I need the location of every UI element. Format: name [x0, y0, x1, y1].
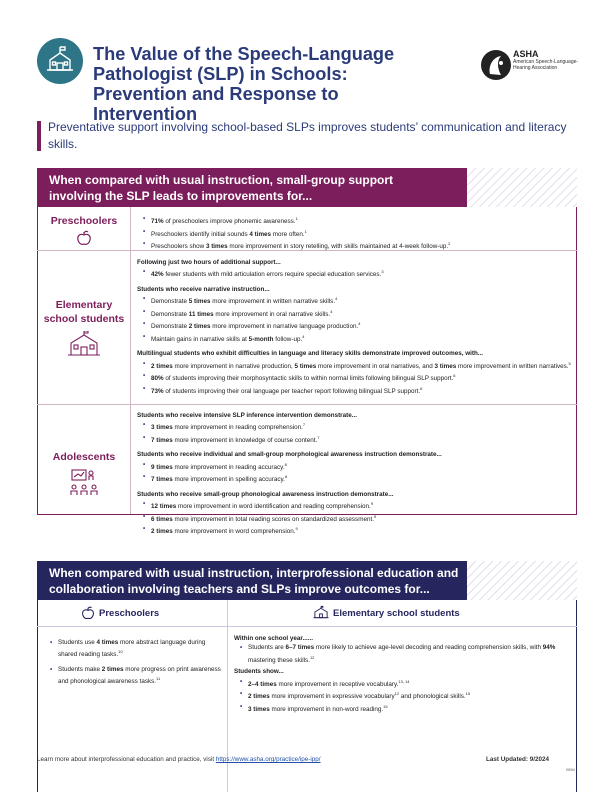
- list-item: • 9 times more improvement in reading accuracy.$^8$: [137, 460, 572, 473]
- preschool-list: [137, 214, 572, 252]
- column-divider: [227, 600, 228, 792]
- section1-title: When compared with usual instruction, small-group support involving the SLP leads to improvements for...: [49, 173, 394, 203]
- list-item: • 2–4 times more improvement in receptive vocabulary.$^{13, 14}$: [234, 677, 570, 690]
- list-item: • 2 times more improvement in word comprehension.$^9$: [137, 524, 572, 537]
- page-title: The Value of the Speech-Language Pathologist (SLP) in Schools: Prevention and Response to Intervention: [93, 44, 395, 124]
- list-item: • 6 times more improvement in total reading scores on standardized assessment.$^9$: [137, 512, 572, 525]
- list-item: • Students make 2 times more progress on print awareness and phonological awareness tasks.$^{11}$: [44, 665, 222, 687]
- list-item: • Maintain gains in narrative skills at 5-month follow-up.$^4$: [137, 332, 572, 345]
- group-lead: Students who receive small-group phonological awareness instruction demonstrate...: [137, 490, 394, 498]
- footer-text: Learn more about interprofessional education and practice, visit https://www.asha.org/practice/ipe-ipp/: [37, 756, 321, 763]
- group-lead: Students show...: [234, 668, 284, 676]
- column-divider: [130, 207, 131, 514]
- intro-accent-bar: [37, 121, 41, 151]
- list-item: • Preschoolers show 3 times more improvement in story retelling, with skills maintained at 4-week follow-up.$^2$: [137, 239, 572, 252]
- section2-preschool-list: [44, 638, 222, 687]
- footer-link[interactable]: https://www.asha.org/practice/ipe-ipp/: [215, 756, 321, 763]
- list-item: • Demonstrate 5 times more improvement in written narrative skills.$^4$: [137, 294, 572, 307]
- section1-hatch: [467, 168, 577, 207]
- section2-title: When compared with usual instruction, interprofessional education and collaboration involving teachers and SLPs improve outcomes for...: [49, 566, 459, 596]
- schoolhouse-icon: [313, 605, 329, 620]
- list-item: • Students are 6–7 times more likely to achieve age-level decoding and reading comprehension skills, with 94% mastering these skills.$^{12}$: [234, 643, 570, 665]
- section2-hatch: [467, 561, 577, 600]
- group-lead: Within one school year......: [234, 635, 314, 642]
- group-lead: Multilingual students who exhibit difficulties in language and literacy skills demonstrate improved outcomes, with...: [137, 350, 484, 358]
- classroom-icon: [68, 468, 100, 498]
- group-lead: Students who receive narrative instruction...: [137, 285, 270, 293]
- group-lead: Following just two hours of additional support...: [137, 259, 281, 266]
- intro-text: Preventative support involving school-based SLPs improves students’ communication and literacy skills.: [48, 120, 567, 151]
- list-item: • 2 times more improvement in narrative production, 5 times more improvement in oral narratives, and 3 times more improvement in written narratives.$^5$: [137, 359, 572, 372]
- last-updated: Last Updated: 9/2024: [486, 756, 549, 763]
- list-item: • 73% of students improving their oral language per teacher report following bilingual SLP support.$^6$: [137, 384, 572, 397]
- list-item: • 71% of preschoolers improve phonemic awareness.$^1$: [137, 214, 572, 227]
- column-header-elementary: Elementary school students: [333, 608, 460, 619]
- list-item: • 3 times more improvement in reading comprehension.$^7$: [137, 420, 572, 433]
- list-item: • Demonstrate 2 times more improvement in narrative language production.$^4$: [137, 319, 572, 332]
- apple-icon: [76, 230, 92, 246]
- logo-name: ASHA: [513, 49, 539, 59]
- list-item: • Preschoolers identify initial sounds 4 times more often.$^1$: [137, 227, 572, 240]
- schoolhouse-icon: [67, 331, 101, 357]
- apple-icon: [81, 606, 95, 620]
- list-item: • 7 times more improvement in spelling accuracy.$^8$: [137, 472, 572, 485]
- list-item: • Demonstrate 11 times more improvement in oral narrative skills.$^4$: [137, 307, 572, 320]
- list-item: • Students use 4 times more abstract language during shared reading tasks.$^{10}$: [44, 638, 222, 660]
- list-item: • 42% fewer students with mild articulation errors require special education services.$^3$: [137, 267, 572, 280]
- list-item: • 2 times more improvement in expressive vocabulary$^{12}$ and phonological skills.$^{15}$: [234, 689, 570, 702]
- column-header-preschoolers: Preschoolers: [99, 608, 160, 619]
- list-item: • 7 times more improvement in knowledge of course content.$^7$: [137, 433, 572, 446]
- list-item: • 3 times more improvement in non-word reading.$^{15}$: [234, 702, 570, 715]
- section2-elementary-list: [234, 634, 570, 714]
- row-label-adolescents: Adolescents: [52, 451, 116, 463]
- logo-subtitle: American Speech-Language-Hearing Association: [513, 59, 579, 71]
- row-label-elementary: Elementary school students: [43, 299, 125, 325]
- row-label-preschoolers: Preschoolers: [50, 215, 118, 227]
- elementary-content: [137, 258, 572, 396]
- school-icon: [37, 38, 83, 84]
- list-item: • 80% of students improving their morphosyntactic skills to within normal limits following bilingual SLP support.$^6$: [137, 371, 572, 384]
- document-code: I9094: [566, 768, 575, 772]
- list-item: • 12 times more improvement in word identification and reading comprehension.$^9$: [137, 499, 572, 512]
- adolescents-content: [137, 411, 572, 537]
- group-lead: Students who receive individual and small-group morphological awareness instruction demonstrate...: [137, 451, 442, 459]
- row-divider: [37, 404, 577, 405]
- group-lead: Students who receive intensive SLP inference intervention demonstrate...: [137, 412, 357, 419]
